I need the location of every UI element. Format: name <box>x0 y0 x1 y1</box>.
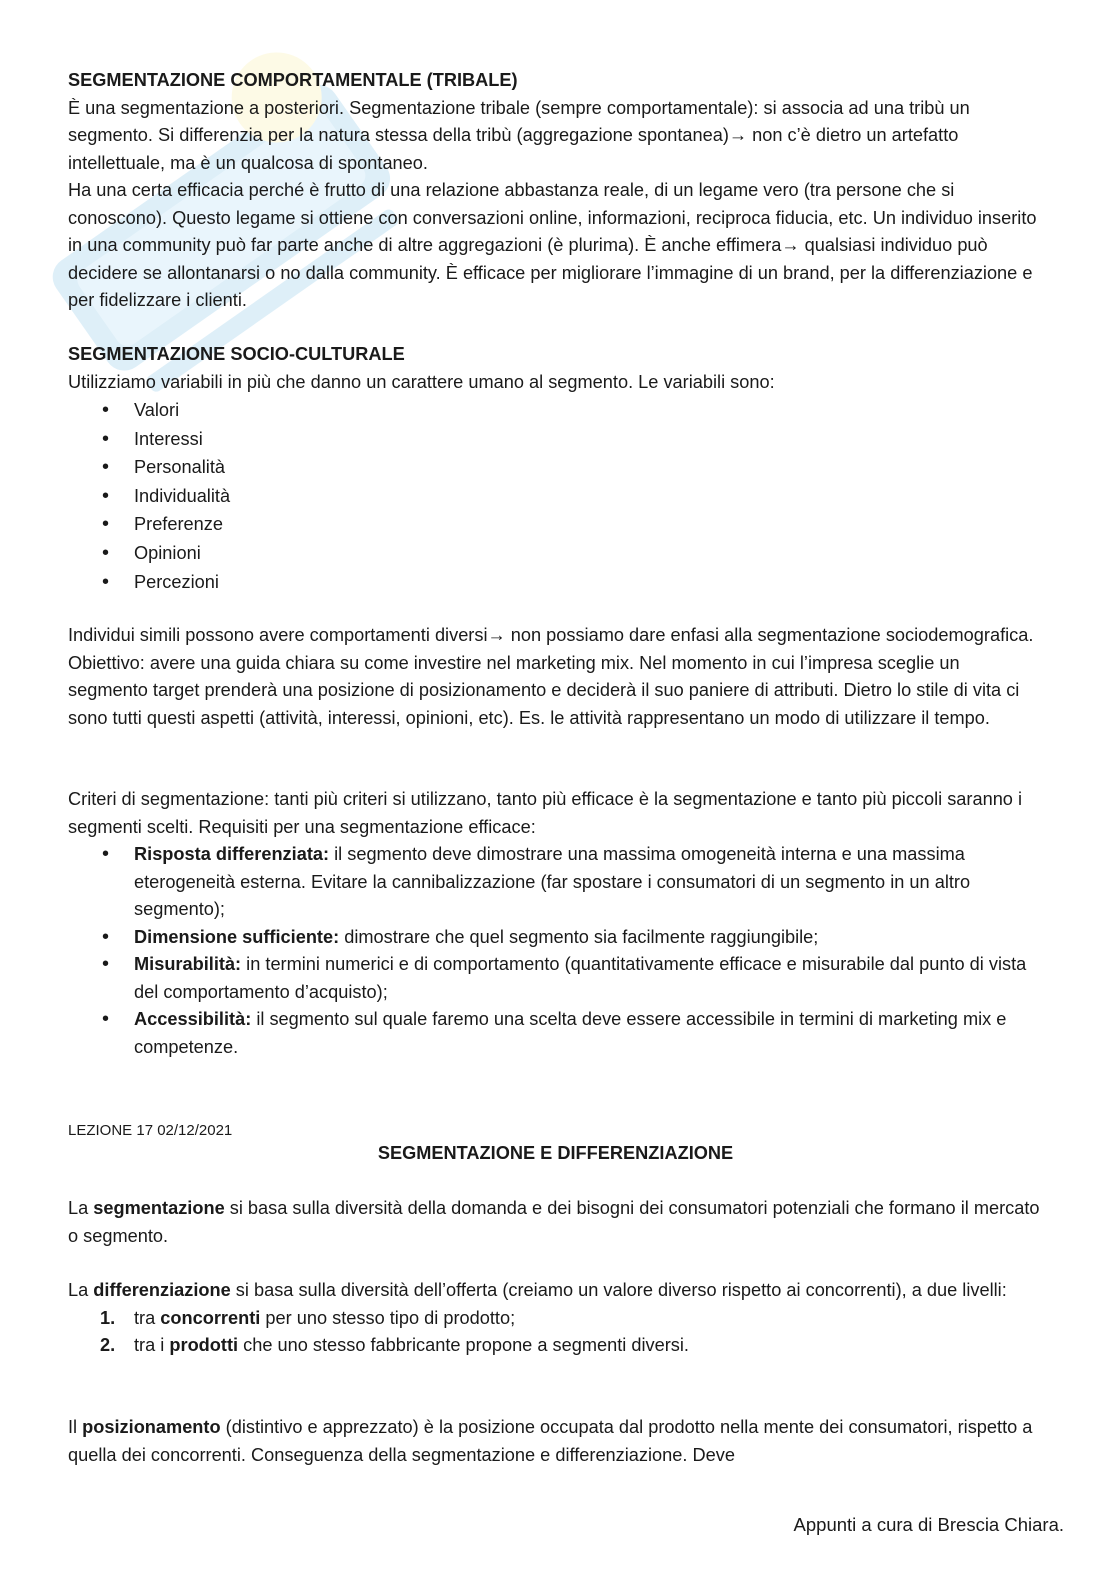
lesson-title: SEGMENTAZIONE E DIFFERENZIAZIONE <box>377 1143 734 1163</box>
levels-list <box>68 1305 1043 1360</box>
section-socio-culturale-body <box>68 622 1043 732</box>
term-text: dimostrare che quel segmento sia facilmente raggiungibile; <box>339 926 819 947</box>
list-item <box>68 1006 1043 1061</box>
section-tribale <box>68 67 1043 315</box>
term: Accessibilità: <box>134 1009 252 1029</box>
requirements-list <box>68 841 1043 1061</box>
term: Misurabilità: <box>134 954 242 974</box>
text: per uno stesso tipo di prodotto; <box>260 1307 516 1328</box>
term: Risposta differenziata: <box>134 844 330 864</box>
paragraph: È una segmentazione a posteriori. Segmentazione tribale (sempre comportamentale): si associa ad una tribù un segmento. Si differenzia per la natura stessa della tribù (aggregazione spontanea)→ non c’è dietro un artefatto intellettuale, ma è un qualcosa di spontaneo. <box>68 97 970 173</box>
text: tra <box>134 1307 161 1328</box>
list-item <box>68 1332 1043 1360</box>
variables-list <box>68 396 1043 596</box>
term: Dimensione sufficiente: <box>134 926 340 947</box>
section-criteria <box>68 786 1043 1061</box>
section-title: SEGMENTAZIONE COMPORTAMENTALE (TRIBALE) <box>68 70 518 90</box>
section-socio-culturale <box>68 341 1043 596</box>
text: (distintivo e apprezzato) è la posizione occupata dal prodotto nella mente dei consumatori, rispetto a quella dei concorrenti. Conseguenza della segmentazione e differenziazione. Deve <box>68 1417 1033 1465</box>
paragraph: Ha una certa efficacia perché è frutto di una relazione abbastanza reale, di un legame vero (tra persone che si conoscono). Questo legame si ottiene con conversazioni online, informazioni, reciproca fiducia, etc. Un individuo inserito in una community può far parte anche di altre aggregazioni (è plurima). È anche effimera→ qualsiasi individuo può decidere se allontanarsi o no dalla community. È efficace per migliorare l’immagine di un brand, per la differenziazione e per fidelizzare i clienti. <box>68 180 1037 310</box>
text: si basa sulla diversità della domanda e dei bisogni dei consumatori potenziali che formano il mercato o segmento. <box>68 1198 1040 1246</box>
term: differenziazione <box>93 1280 231 1300</box>
term: posizionamento <box>82 1417 221 1437</box>
lesson-label: LEZIONE 17 02/12/2021 <box>68 1122 233 1139</box>
term: prodotti <box>169 1335 239 1355</box>
paragraph: Utilizziamo variabili in più che danno un carattere umano al segmento. Le variabili sono: <box>68 371 775 392</box>
term: segmentazione <box>93 1198 225 1218</box>
list-item: • Interessi <box>68 425 1043 454</box>
term-text: il segmento deve dimostrare una massima omogeneità interna e una massima eterogeneità esterna. Evitare la cannibalizzazione (far spostare i consumatori di un segmento in un altro segmento); <box>134 844 971 919</box>
text: si basa sulla diversità dell’offerta (creiamo un valore diverso rispetto ai concorrenti), a due livelli: <box>230 1280 1007 1300</box>
list-number: 1. <box>100 1307 116 1328</box>
paragraph: Individui simili possono avere comportamenti diversi→ non possiamo dare enfasi alla segmentazione sociodemografica. Obiettivo: avere una guida chiara su come investire nel marketing mix. Nel momento in cui l’impresa sceglie un segmento target prenderà una posizione di posizionamento e deciderà il suo paniere di attributi. Dietro lo stile di vita ci sono tutti questi aspetti (attività, interessi, opinioni, etc). Es. le attività rappresentano un modo di utilizzare il tempo. <box>68 625 1034 728</box>
list-item <box>68 951 1043 1006</box>
list-item: • Personalità <box>68 453 1043 482</box>
term-text: il segmento sul quale faremo una scelta deve essere accessibile in termini di marketing mix e competenze. <box>134 1009 1007 1057</box>
paragraph-posizionamento <box>68 1414 1043 1469</box>
list-item <box>68 1305 1043 1333</box>
section-title: SEGMENTAZIONE SOCIO-CULTURALE <box>68 344 405 364</box>
text: che uno stesso fabbricante propone a segmenti diversi. <box>238 1335 689 1355</box>
list-item <box>68 924 1043 952</box>
paragraph-differenziazione <box>68 1277 1043 1360</box>
paragraph: Criteri di segmentazione: tanti più criteri si utilizzano, tanto più efficace è la segmentazione e tanto più piccoli saranno i segmenti scelti. Requisiti per una segmentazione efficace: <box>68 789 1023 837</box>
list-item: • Preferenze <box>68 510 1043 539</box>
paragraph-segmentazione <box>68 1195 1043 1250</box>
list-item <box>68 841 1043 924</box>
term-text: in termini numerici e di comportamento (quantitativamente efficace e misurabile dal punto di vista del comportamento d’acquisto); <box>134 954 1027 1002</box>
list-item: • Individualità <box>68 482 1043 511</box>
list-item: • Percezioni <box>68 568 1043 597</box>
text: La <box>68 1198 94 1218</box>
list-item: • Opinioni <box>68 539 1043 568</box>
text: Il <box>68 1417 83 1437</box>
term: concorrenti <box>160 1307 261 1328</box>
footer-credit: Appunti a cura di Brescia Chiara. <box>793 1514 1064 1535</box>
list-number: 2. <box>100 1335 116 1355</box>
text: La <box>68 1280 94 1300</box>
list-item: • Valori <box>68 396 1043 425</box>
text: tra i <box>134 1335 170 1355</box>
